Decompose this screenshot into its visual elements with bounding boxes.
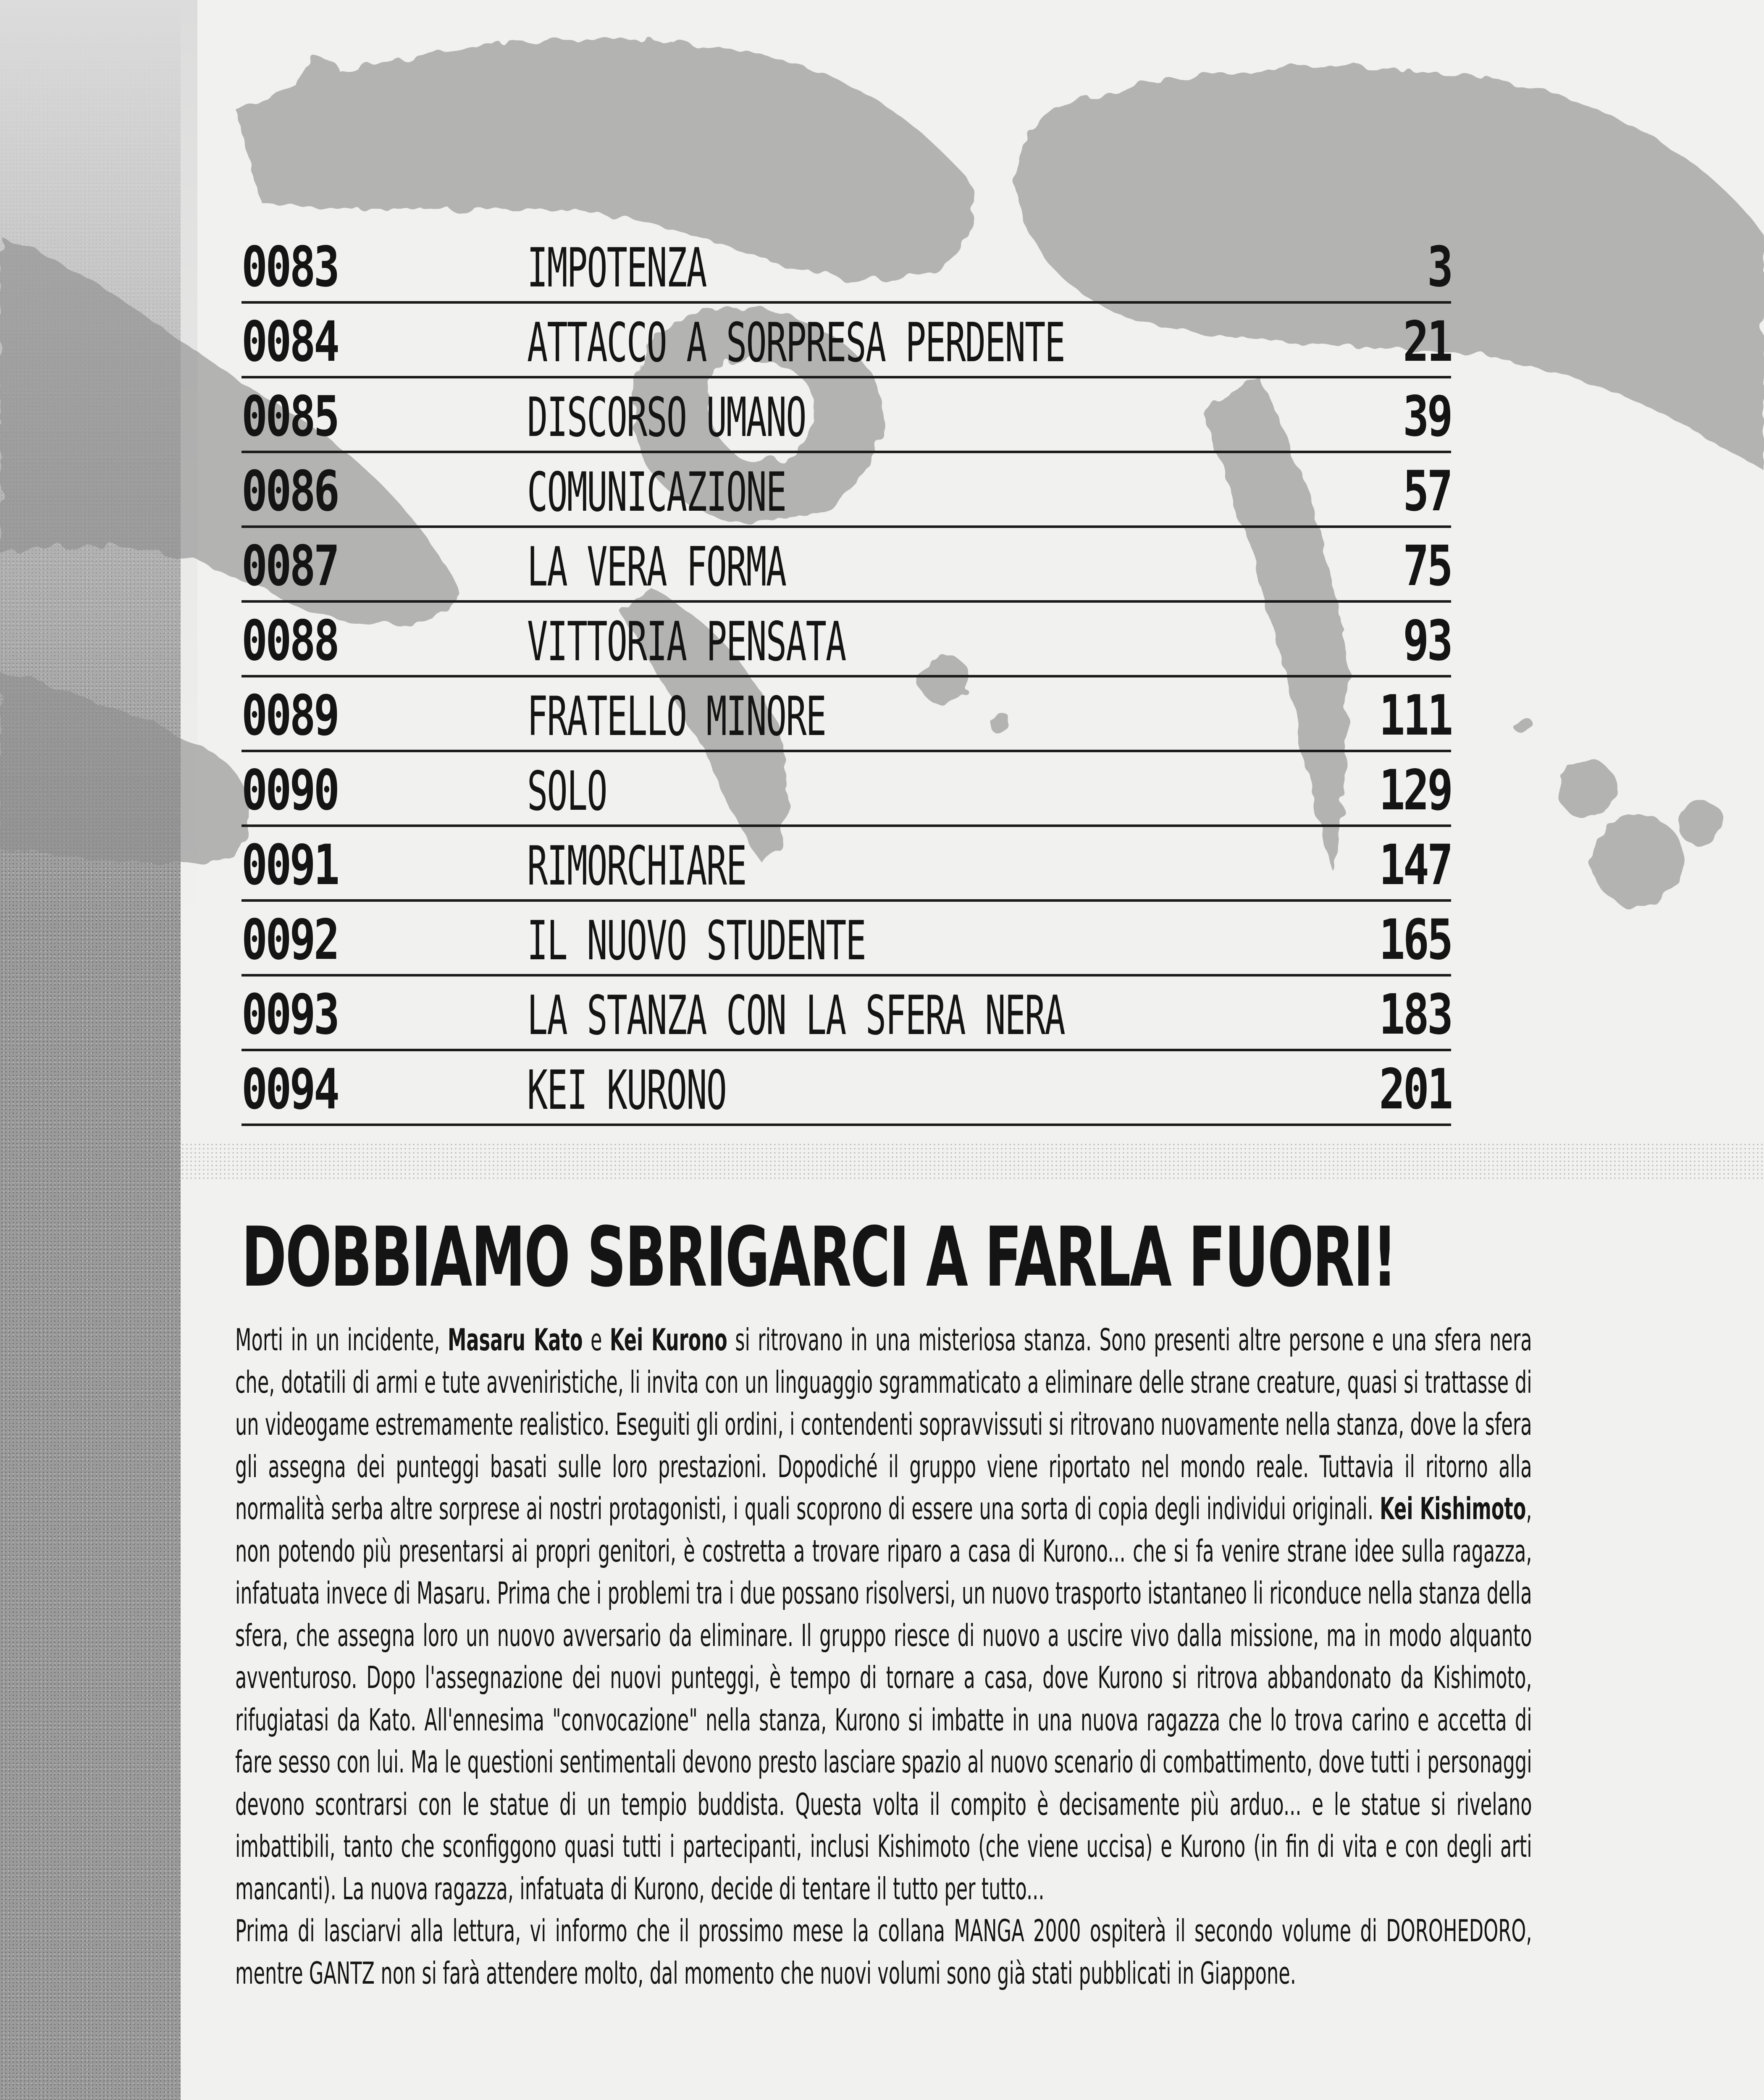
- chapter-number: 0087: [242, 534, 338, 598]
- toc-row: [242, 752, 1451, 827]
- chapter-page: 57: [1403, 459, 1451, 524]
- chapter-title: IMPOTENZA: [527, 237, 706, 299]
- chapter-title: ATTACCO A SORPRESA PERDENTE: [527, 312, 1065, 374]
- toc-row: [242, 378, 1451, 453]
- chapter-title: RIMORCHIARE: [527, 835, 746, 898]
- chapter-title: SOLO: [527, 760, 607, 823]
- chapter-number: 0085: [242, 384, 338, 449]
- toc-row: [242, 453, 1451, 528]
- chapter-page: 39: [1403, 384, 1451, 449]
- chapter-page: 111: [1379, 683, 1451, 748]
- toc-row: [242, 902, 1451, 976]
- text-run: Morti in un incidente,: [235, 1322, 448, 1357]
- toc-row: [242, 304, 1451, 378]
- halftone-divider: [181, 1142, 1764, 1180]
- character-name: Masaru Kato: [447, 1322, 583, 1357]
- character-name: Kei Kurono: [609, 1322, 727, 1357]
- toc-row: [242, 1051, 1451, 1126]
- chapter-page: 21: [1403, 310, 1451, 374]
- chapter-number: 0086: [242, 459, 338, 524]
- article-paragraph: Prima di lasciarvi alla lettura, vi informo che il prossimo mese la collana MANGA 2000 ospiterà il secondo volume di DOROHEDORO, mentre GANTZ non si farà attendere molto, dal momento che nuovi volumi sono già stati pubblicati in Giappone.: [235, 1913, 1532, 1991]
- chapter-page: 3: [1427, 235, 1451, 299]
- chapter-number: 0089: [242, 683, 338, 748]
- chapter-page: 165: [1379, 908, 1451, 972]
- chapter-number: 0094: [242, 1057, 338, 1122]
- chapter-title: VITTORIA PENSATA: [527, 611, 846, 673]
- chapter-title: KEI KURONO: [527, 1059, 726, 1122]
- chapter-page: 75: [1403, 534, 1451, 598]
- chapter-number: 0093: [242, 982, 338, 1047]
- chapter-title: LA STANZA CON LA SFERA NERA: [527, 984, 1065, 1047]
- chapter-page: 93: [1403, 609, 1451, 673]
- chapter-number: 0090: [242, 758, 338, 823]
- text-run: , non potendo più presentarsi ai propri genitori, è costretta a trovare riparo a casa di Kurono... che si fa venire strane idee sulla ragazza, infatuata invece di Masaru. Prima che i problemi tra i due possano risolversi, un nuovo trasporto istantaneo li riconduce nella stanza della sfera, che assegna loro un nuovo avversario da eliminare. Il gruppo riesce di nuovo a uscire vivo dalla missione, ma in modo alquanto avventuroso. Dopo l'assegnazione dei nuovi punteggi, è tempo di tornare a casa, dove Kurono si ritrova abbandonato da Kishimoto, rifugiatasi da Kato. All'ennesima "convocazione" nella stanza, Kurono si imbatte in una nuova ragazza che lo trova carino e accetta di fare sesso con lui. Ma le questioni sentimentali devono presto lasciare spazio al nuovo scenario di combattimento, dove tutti i personaggi devono scontrarsi con le statue di un tempio buddista. Questa volta il compito è decisamente più arduo... e le statue si rivelano imbattibili, tanto che sconfiggono quasi tutti i partecipanti, inclusi Kishimoto (che viene uccisa) e Kurono (in fin di vita e con degli arti mancanti). La nuova ragazza, infatuata di Kurono, decide di tentare il tutto per tutto...: [235, 1491, 1532, 1906]
- character-name: Kei Kishimoto: [1380, 1491, 1526, 1526]
- chapter-title: FRATELLO MINORE: [527, 685, 826, 748]
- chapter-number: 0084: [242, 310, 338, 374]
- chapter-title: DISCORSO UMANO: [527, 386, 806, 449]
- toc-row: [242, 229, 1451, 304]
- toc-row: [242, 827, 1451, 902]
- chapter-title: COMUNICAZIONE: [527, 461, 786, 524]
- article-body: [235, 1319, 1532, 1994]
- chapter-number: 0083: [242, 235, 338, 299]
- chapter-page: 147: [1379, 833, 1451, 898]
- toc-row: [242, 603, 1451, 677]
- chapter-number: 0091: [242, 833, 338, 898]
- chapter-page: 129: [1379, 758, 1451, 823]
- chapter-number: 0088: [242, 609, 338, 673]
- article-headline: DOBBIAMO SBRIGARCI A FARLA FUORI!: [242, 1210, 1396, 1305]
- chapter-number: 0092: [242, 908, 338, 972]
- table-of-contents: [242, 229, 1451, 1126]
- chapter-page: 201: [1379, 1057, 1451, 1122]
- article-paragraph: [235, 1319, 1532, 1910]
- chapter-title: LA VERA FORMA: [527, 536, 786, 598]
- text-run: si ritrovano in una misteriosa stanza. Sono presenti altre persone e una sfera nera che, dotatili di armi e tute avveniristiche, li invita con un linguaggio sgrammaticato a eliminare delle strane creature, quasi si trattasse di un videogame estremamente realistico. Eseguiti gli ordini, i contendenti sopravvissuti si ritrovano nuovamente nella stanza, dove la sfera gli assegna dei punteggi basati sulle loro prestazioni. Dopodiché il gruppo viene riportato nel mondo reale. Tuttavia il ritorno alla normalità serba altre sorprese ai nostri protagonisti, i quali scoprono di essere una sorta di copia degli individui originali.: [235, 1322, 1532, 1526]
- toc-row: [242, 976, 1451, 1051]
- chapter-title: IL NUOVO STUDENTE: [527, 910, 866, 972]
- toc-row: [242, 528, 1451, 603]
- text-run: e: [583, 1322, 610, 1357]
- chapter-page: 183: [1379, 982, 1451, 1047]
- toc-row: [242, 677, 1451, 752]
